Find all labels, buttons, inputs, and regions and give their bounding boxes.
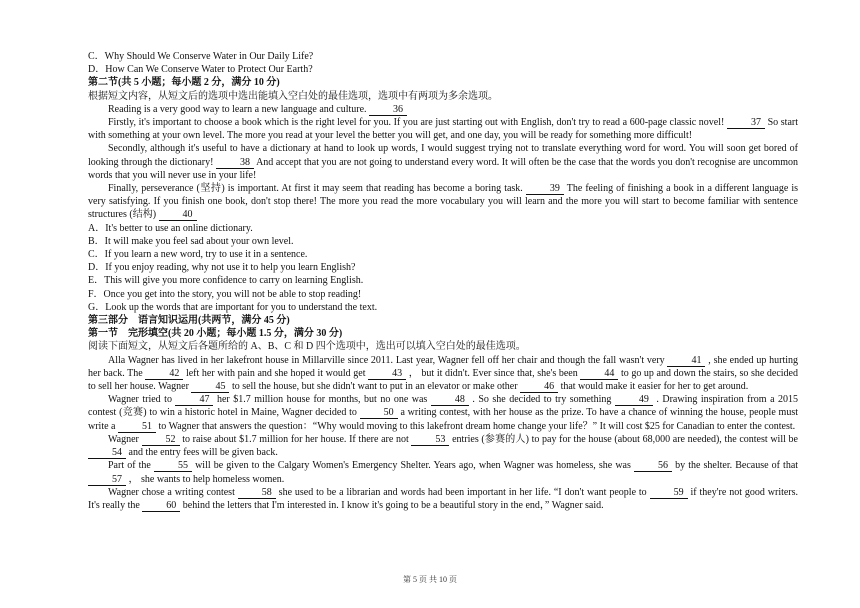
blank-42: 42 xyxy=(145,368,183,380)
s2-p2-text-a: Firstly, it's important to choose a book which is the right level for you. If you are just starting out with English, don't try to read a 600-page classic novel! xyxy=(108,117,725,129)
s2-p1-text: Reading is a very good way to learn a new language and culture. xyxy=(108,103,367,115)
cloze-text: left her with pain and she hoped it would get xyxy=(185,367,366,379)
section3-instruction: 阅读下面短文，从短文后各题所给的 A、B、C 和 D 四个选项中，选出可以填入空白处的最佳选项。 xyxy=(88,341,526,353)
cloze-text: if they're not good writers. It's really the xyxy=(88,486,799,511)
cloze-text: Wagner tried to xyxy=(108,394,172,406)
s3-paragraph-5 xyxy=(88,486,798,512)
s2-option-e: E．This will give you more confidence to carry on learning English. xyxy=(88,275,364,287)
section3-subheading-text: 第一节 完形填空(共 20 小题；每小题 1.5 分，满分 30 分) xyxy=(88,328,343,340)
s2-p3-text-a: Secondly, although it's useful to have a dictionary at hand to look up words, I would suggest trying not to translate everything word for word. You will soon get bored of looking through the dictionary! xyxy=(88,143,798,168)
section2-heading: 第二节(共 5 小题；每小题 2 分，满分 10 分) xyxy=(88,77,280,89)
s2-option-f: F．Once you get into the story, you will not be able to stop reading! xyxy=(88,288,362,300)
s3-paragraph-4 xyxy=(88,459,798,485)
section2-instruction: 根据短文内容，从短文后的选项中选出能填入空白处的最佳选项，选项中有两项为多余选项。 xyxy=(88,90,498,102)
section3-subheading xyxy=(88,327,798,340)
blank-45: 45 xyxy=(191,381,229,393)
option-d: D．How Can We Conserve Water to Protect Our Earth? xyxy=(88,64,313,76)
blank-52: 52 xyxy=(142,434,180,446)
section3-heading: 第三部分 语言知识运用(共两节，满分 45 分) xyxy=(88,315,290,327)
cloze-text: to sell the house, but she didn't want to put in an elevator or make other xyxy=(231,381,518,393)
blank-44: 44 xyxy=(580,368,618,380)
cloze-text: . Drawing inspiration from a 2015 contest (竞赛) to win a historic hotel in Maine, Wagner decided to xyxy=(88,394,799,419)
blank-39: 39 xyxy=(526,183,564,195)
s2-option-a: A．It's better to use an online dictionary. xyxy=(88,222,253,234)
cloze-text: to raise about $1.7 million for her house. If there are not xyxy=(182,433,409,445)
cloze-text: to Wagner that answers the question：“Why would moving to this lakefront dream home change your life？” It will cost $25 for Canadian to enter the contest. xyxy=(158,420,796,432)
s3-paragraph-2 xyxy=(88,393,798,433)
s3-paragraph-1 xyxy=(88,354,798,394)
s2-option-c: C．If you learn a new word, try to use it in a sentence. xyxy=(88,249,308,261)
blank-53: 53 xyxy=(411,434,449,446)
cloze-text: a writing contest, with her house as the prize. To have a chance of winning the house, people must write a xyxy=(88,407,799,432)
cloze-text: she used to be a librarian and words had been important in her life. “I don't want people to xyxy=(278,486,647,498)
blank-60: 60 xyxy=(142,500,180,512)
s2-option-g: G．Look up the words that are important for you to understand the text. xyxy=(88,301,378,313)
cloze-text: Wagner chose a writing contest xyxy=(108,486,235,498)
s2-p4-text-a: Finally, perseverance (坚持) is important. At first it may seem that reading has become a boring task. xyxy=(108,183,523,195)
cloze-text: entries (参赛的人) to pay for the house (about 68,000 are needed), the contest will be xyxy=(452,433,798,445)
s2-p4-text-b: The feeling of finishing a book in a different language is very satisfying. If you finish one book, don't stop there! The more you read the more vocabulary you will learn and the more you will start to become familiar with sentence structures (结构) xyxy=(88,183,799,221)
cloze-text: Alla Wagner has lived in her lakefront house in Millarville since 2011. Last year, Wagner fell off her chair and though the fall wasn't very xyxy=(108,354,665,366)
s2-option-d: D．If you enjoy reading, why not use it to help you learn English? xyxy=(88,262,356,274)
blank-59: 59 xyxy=(650,487,688,499)
cloze-text: will be given to the Calgary Women's Emergency Shelter. Years ago, when Wagner was homeless, she was xyxy=(195,460,631,472)
s2-paragraph-1 xyxy=(88,103,798,116)
blank-40: 40 xyxy=(159,209,197,221)
blank-58: 58 xyxy=(238,487,276,499)
cloze-text: behind the letters that I'm interested in. I know it's going to be a beautiful story in the end，” Wagner said. xyxy=(182,499,604,511)
blank-46: 46 xyxy=(520,381,558,393)
blank-49: 49 xyxy=(615,394,653,406)
blank-41: 41 xyxy=(667,355,705,367)
blank-56: 56 xyxy=(634,460,672,472)
option-c: C．Why Should We Conserve Water in Our Daily Life? xyxy=(88,51,314,62)
blank-37: 37 xyxy=(727,117,765,129)
s2-paragraph-3 xyxy=(88,142,798,182)
page-footer: 第 5 页 共 10 页 xyxy=(403,575,457,584)
blank-57: 57 xyxy=(88,474,126,486)
blank-51: 51 xyxy=(118,421,156,433)
cloze-text: by the shelter. Because of that xyxy=(675,460,799,472)
cloze-text: ， she wants to help homeless women. xyxy=(128,473,285,485)
s2-option-b: B．It will make you feel sad about your own level. xyxy=(88,235,294,247)
s3-paragraph-3 xyxy=(88,433,798,459)
blank-47: 47 xyxy=(175,394,213,406)
cloze-text: and the entry fees will be given back. xyxy=(128,447,278,459)
blank-55: 55 xyxy=(154,460,192,472)
s2-p3-text-b: And accept that you are not going to understand every word. It will often be the case that the words you don't recognise are uncommon words that you will never use in your life! xyxy=(88,156,799,181)
blank-50: 50 xyxy=(360,407,398,419)
cloze-text: that would make it easier for her to get around. xyxy=(560,381,749,393)
cloze-text: ， but it didn't. Ever since that, she's been xyxy=(408,367,578,379)
cloze-text: , she ended up hurting her back. The xyxy=(88,354,799,379)
cloze-text: her $1.7 million house for months, but no one was xyxy=(216,394,428,406)
cloze-text: Part of the xyxy=(108,460,151,472)
blank-48: 48 xyxy=(431,394,469,406)
blank-36: 36 xyxy=(369,104,407,116)
s2-paragraph-2 xyxy=(88,116,798,142)
cloze-text: Wagner xyxy=(108,433,139,445)
blank-38: 38 xyxy=(216,157,254,169)
document-page xyxy=(88,50,798,512)
s2-paragraph-4 xyxy=(88,182,798,222)
s2-p2-text-b: So start with something at your own level. The more you read at your level the better you will get, and one day, you will be ready for something more difficult! xyxy=(88,117,799,142)
blank-43: 43 xyxy=(368,368,406,380)
cloze-text: . So she decided to try something xyxy=(472,394,612,406)
blank-54: 54 xyxy=(88,447,126,459)
cloze-text: to go up and down the stairs, so she decided to sell her house. Wagner xyxy=(88,367,798,393)
